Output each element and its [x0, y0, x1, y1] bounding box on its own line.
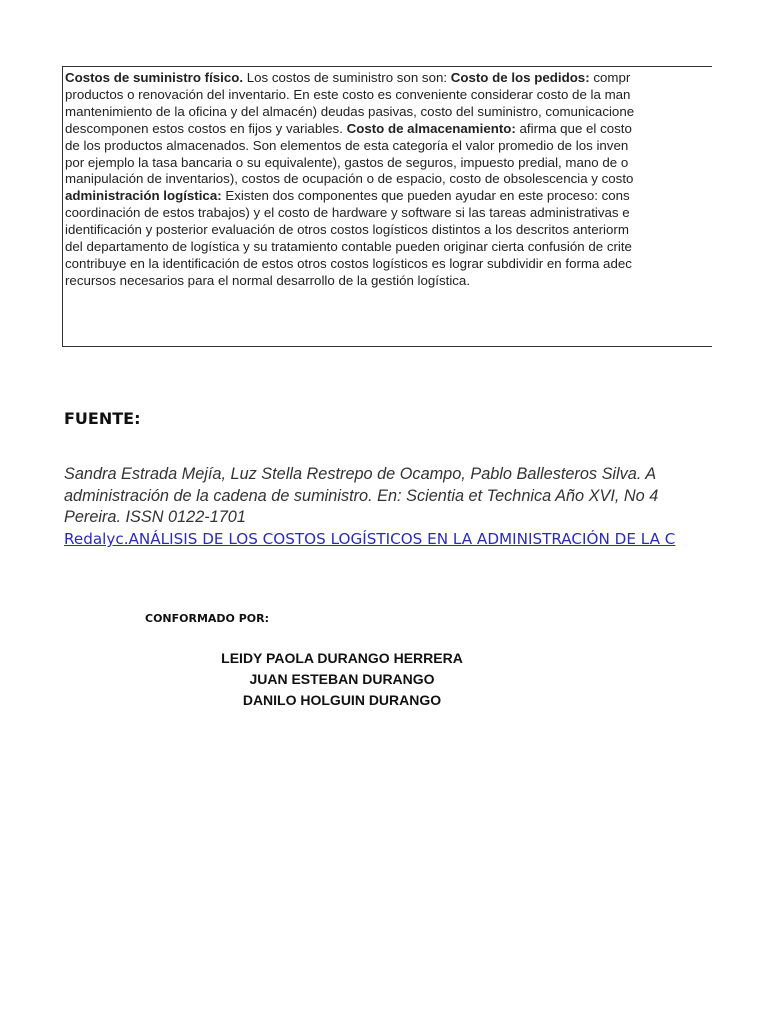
text-segment: Los costos de suministro son son: — [243, 70, 451, 85]
text-box-content — [63, 70, 704, 290]
bold-term: Costo de los pedidos: — [450, 70, 590, 85]
text-line — [63, 155, 704, 172]
conformado-label: CONFORMADO POR: — [145, 612, 270, 625]
text-segment: recursos necesarios para el normal desarrollo de la gestión logística. — [65, 272, 471, 288]
text-segment: coordinación de estos trabajos) y el costo de hardware y software si las tareas administrativas e — [65, 205, 630, 221]
text-line — [63, 70, 704, 87]
text-line — [63, 205, 704, 222]
text-segment: Existen dos componentes que pueden ayudar en este proceso: cons — [221, 188, 630, 204]
text-segment: de los productos almacenados. Son elementos de esta categoría el valor promedio de los inven — [65, 137, 629, 153]
text-segment: afirma que el costo — [515, 120, 632, 136]
text-line — [63, 256, 704, 273]
text-segment: por ejemplo la tasa bancaria o su equivalente), gastos de seguros, impuesto predial, mano de o — [65, 154, 629, 170]
redalyc-link[interactable]: Redalyc.ANÁLISIS DE LOS COSTOS LOGÍSTICOS EN LA ADMINISTRACIÓN DE LA C — [64, 530, 676, 548]
text-segment: descomponen estos costos en fijos y variables. — [65, 120, 347, 136]
text-line — [63, 171, 704, 188]
bold-term: administración logística: — [65, 188, 222, 204]
text-segment: identificación y posterior evaluación de otros costos logísticos distintos a los descritos anteriorm — [65, 222, 629, 238]
text-line — [63, 188, 704, 205]
text-line — [63, 121, 704, 138]
text-line — [63, 273, 704, 290]
bold-term: Costo de almacenamiento: — [346, 120, 516, 136]
citation-line: administración de la cadena de suministro. En: Scientia et Technica Año XVI, No 4 — [64, 486, 659, 505]
text-box — [62, 66, 712, 347]
text-line — [63, 222, 704, 239]
citation-line: Pereira. ISSN 0122-1701 — [64, 508, 246, 526]
text-segment: productos o renovación del inventario. En este costo es conveniente considerar costo de la man — [65, 86, 631, 102]
authors-list — [200, 648, 484, 711]
text-line — [63, 87, 704, 104]
text-segment: mantenimiento de la oficina y del almacén) deudas pasivas, costo del suministro, comunicacione — [65, 103, 635, 119]
citation-line: Sandra Estrada Mejía, Luz Stella Restrepo de Ocampo, Pablo Ballesteros Silva. A — [64, 465, 657, 483]
text-segment: contribuye en la identificación de estos otros costos logísticos es lograr subdividir en forma adec — [65, 255, 632, 271]
fuente-heading: FUENTE: — [64, 409, 141, 428]
author-name: JUAN ESTEBAN DURANGO — [249, 671, 435, 687]
text-line — [63, 104, 704, 121]
text-line — [63, 138, 704, 155]
bold-term: Costos de suministro físico. — [65, 70, 244, 85]
text-line — [63, 239, 704, 256]
text-segment: manipulación de inventarios), costos de ocupación o de espacio, costo de obsolescencia y costo — [65, 171, 634, 187]
text-segment: del departamento de logística y su tratamiento contable pueden originar cierta confusión de crite — [65, 239, 632, 255]
author-name: LEIDY PAOLA DURANGO HERRERA — [221, 650, 463, 666]
author-name: DANILO HOLGUIN DURANGO — [242, 692, 442, 708]
text-segment: compr — [589, 70, 631, 85]
citation — [64, 464, 705, 529]
